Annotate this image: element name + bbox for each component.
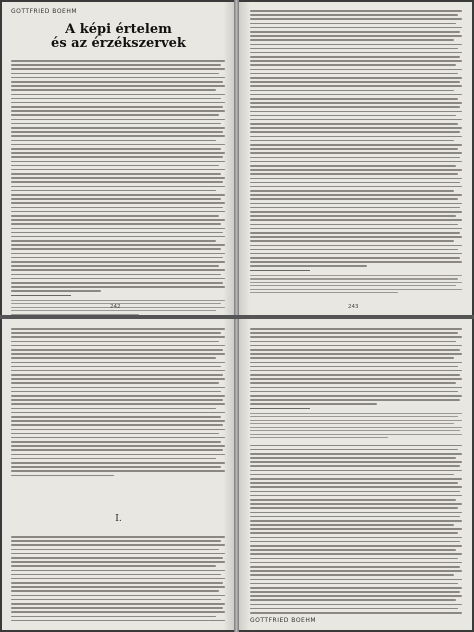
page-number: 243 xyxy=(348,304,359,310)
body-text-block-2 xyxy=(11,536,225,624)
body-text-block xyxy=(250,10,462,296)
page-number: 242 xyxy=(110,304,121,310)
body-text-block xyxy=(11,328,225,479)
running-head: GOTTFRIED BOEHM xyxy=(250,617,317,624)
running-head: GOTTFRIED BOEHM xyxy=(11,8,78,15)
page-243 xyxy=(238,2,472,316)
article-title-line2: és az érzékszervek xyxy=(51,36,186,51)
page-242 xyxy=(2,2,235,316)
body-text-block xyxy=(11,60,225,316)
page-lower-left xyxy=(2,318,235,630)
scan-divider xyxy=(0,315,474,319)
body-text-block xyxy=(250,328,462,616)
article-title-line1: A képi értelem xyxy=(65,22,172,37)
section-marker: I. xyxy=(115,514,122,524)
page-lower-right xyxy=(238,318,472,630)
